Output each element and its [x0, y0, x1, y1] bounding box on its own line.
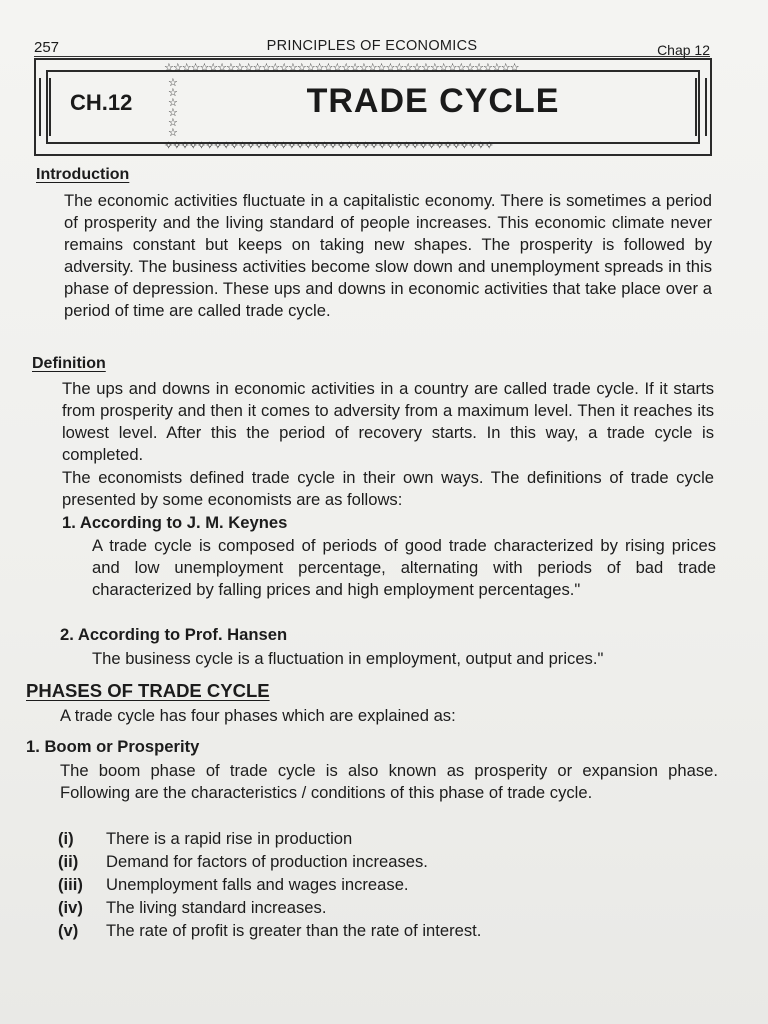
keynes-definition: A trade cycle is composed of periods of good trade characterized by rising prices and low unemployment percentage, alternating with periods of bad trade characterized by falling prices and high employment percentages." — [92, 536, 716, 599]
boom-point-1 — [58, 828, 352, 850]
boom-point-4 — [58, 897, 326, 919]
banner-right-ornament — [695, 78, 707, 136]
page-number: 257 — [34, 39, 60, 56]
phases-heading: PHASES OF TRADE CYCLE — [26, 680, 270, 701]
chapter-title: TRADE CYCLE — [306, 82, 560, 120]
phases-intro: A trade cycle has four phases which are explained as: — [60, 706, 456, 725]
point-text: The rate of profit is greater than the rate of interest. — [106, 921, 482, 940]
point-text: Demand for factors of production increases. — [106, 852, 428, 871]
keynes-heading: 1. According to J. M. Keynes — [62, 513, 288, 532]
point-number: (i) — [58, 829, 74, 848]
point-text: Unemployment falls and wages increase. — [106, 875, 409, 894]
point-number: (ii) — [58, 852, 79, 871]
chapter-label: CH.12 — [70, 90, 133, 115]
definition-heading: Definition — [32, 355, 106, 372]
point-number: (iii) — [58, 875, 83, 894]
introduction-text: The economic activities fluctuate in a capitalistic economy. There is sometimes a period of prosperity and the living standard of people increases. This economic climate never remains constant but keeps on taking new shapes. The prosperity is followed by adversity. The business activities become slow down and unemployment spreads in this phase of depression. These ups and downs in economic activities that take place over a period of time are called trade cycle. — [64, 191, 712, 320]
boom-point-2 — [58, 851, 428, 873]
boom-point-3 — [58, 874, 409, 896]
chapter-reference: Chap 12 — [657, 42, 710, 58]
hansen-definition: The business cycle is a fluctuation in employment, output and prices." — [92, 649, 604, 668]
book-title: PRINCIPLES OF ECONOMICS — [266, 38, 478, 54]
star-border-bottom-icon: ✧✧✧✧✧✧✧✧✧✧✧✧✧✧✧✧✧✧✧✧✧✧✧✧✧✧✧✧✧✧✧✧✧✧✧✧✧✧✧✧ — [164, 140, 493, 152]
point-number: (v) — [58, 921, 79, 940]
star-divider-icon: ☆☆☆☆☆☆ — [168, 78, 178, 138]
point-text: The living standard increases. — [106, 898, 327, 917]
point-text: There is a rapid rise in production — [106, 829, 353, 848]
definition-text-1: The ups and downs in economic activities in a country are called trade cycle. If it starts from prosperity and then it comes to adversity from a maximum level. Then it reaches its lowest level. After this the period of recovery starts. In this way, a trade cycle is completed. — [62, 379, 714, 464]
chapter-banner — [34, 58, 712, 156]
boom-description: The boom phase of trade cycle is also known as prosperity or expansion phase. Following are the characteristics / conditions of this phase of trade cycle. — [60, 761, 718, 802]
running-header — [34, 36, 710, 57]
boom-heading: 1. Boom or Prosperity — [26, 737, 200, 756]
introduction-heading: Introduction — [36, 166, 130, 183]
hansen-heading: 2. According to Prof. Hansen — [60, 625, 288, 644]
definition-text-2: The economists defined trade cycle in their own ways. The definitions of trade cycle presented by some economists are as follows: — [62, 468, 714, 509]
boom-point-5 — [58, 920, 481, 942]
point-number: (iv) — [58, 898, 83, 917]
banner-left-ornament — [39, 78, 51, 136]
star-border-top-icon: ☆☆☆☆☆☆☆☆☆☆☆☆☆☆☆☆☆☆☆☆☆☆☆☆☆☆☆☆☆☆☆☆☆☆☆☆☆☆☆☆ — [164, 62, 519, 74]
